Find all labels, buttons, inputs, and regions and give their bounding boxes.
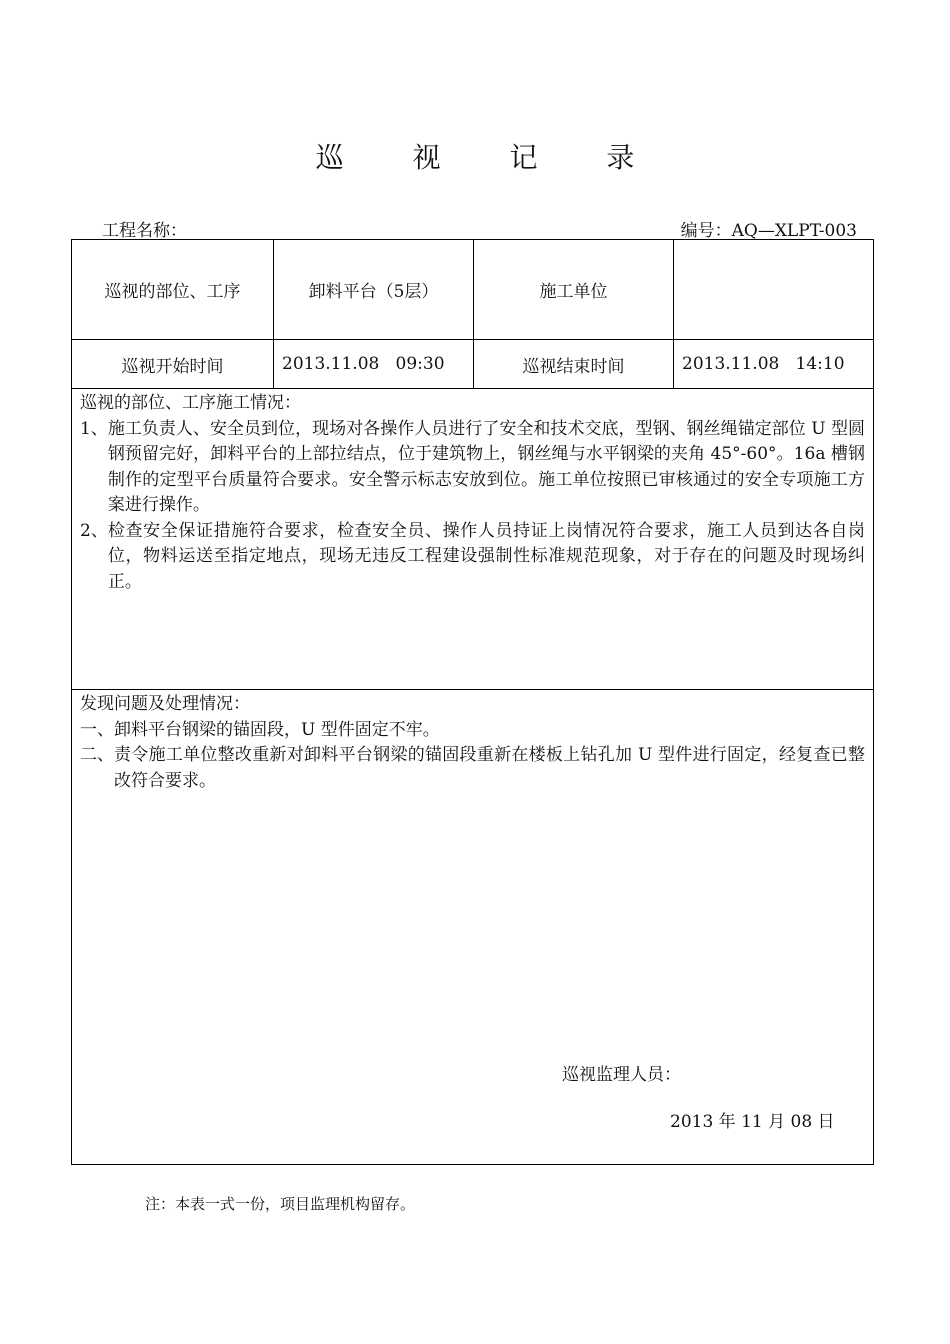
form-row-part xyxy=(72,240,873,340)
list-item-text: 施工负责人、安全员到位，现场对各操作人员进行了安全和技术交底，型钢、钢丝绳锚定部位 U 型圆钢预留完好，卸料平台的上部拉结点，位于建筑物上，钢丝绳与水平钢梁的夹角 45°-60°。16a 槽钢制作的定型平台质量符合要求。安全警示标志安放到位。施工单位按照已审核通过的安全专项施工方案进行操作。 xyxy=(107,418,865,515)
end-time-value xyxy=(674,340,873,388)
part-label: 巡视的部位、工序 xyxy=(72,240,274,339)
list-item-text: 责令施工单位整改重新对卸料平台钢梁的锚固段重新在楼板上钻孔加 U 型件进行固定，经复查已整改符合要求。 xyxy=(114,745,865,791)
list-item-text: 检查安全保证措施符合要求，检查安全员、操作人员持证上岗情况符合要求，施工人员到达各自岗位，物料运送至指定地点，现场无违反工程建设强制性标准规范现象，对于存在的问题及时现场纠正。 xyxy=(107,520,865,592)
list-item xyxy=(80,519,865,596)
signature-date: 2013 年 11 月 08 日 xyxy=(670,1112,835,1132)
list-item-number: 二、 xyxy=(80,745,114,765)
construction-unit-label: 施工单位 xyxy=(474,240,674,339)
start-time-value xyxy=(274,340,474,388)
start-time-label: 巡视开始时间 xyxy=(72,340,274,388)
list-item xyxy=(80,743,865,794)
inspection-form xyxy=(71,239,874,1165)
document-number: 编号：AQ—XLPT-003 xyxy=(680,221,857,241)
start-time-text: 2013.11.08 09:30 xyxy=(282,354,445,374)
project-name-label: 工程名称： xyxy=(102,221,187,241)
situation-heading: 巡视的部位、工序施工情况： xyxy=(80,393,301,413)
end-time-text: 2013.11.08 14:10 xyxy=(682,354,845,374)
construction-unit-value xyxy=(674,240,873,339)
list-item xyxy=(80,417,865,519)
list-item-number: 2、 xyxy=(80,520,108,541)
part-value: 卸料平台（5层） xyxy=(274,240,474,339)
problems-heading: 发现问题及处理情况： xyxy=(80,694,250,714)
list-item xyxy=(80,718,865,744)
list-item-number: 一、 xyxy=(80,719,114,740)
footer-note: 注：本表一式一份，项目监理机构留存。 xyxy=(145,1195,416,1213)
list-item-text: 卸料平台钢梁的锚固段，U 型件固定不牢。 xyxy=(114,719,440,740)
document-title: 巡 视 记 录 xyxy=(315,141,665,174)
end-time-label: 巡视结束时间 xyxy=(474,340,674,388)
list-item-number: 1、 xyxy=(80,418,108,439)
construction-situation-section xyxy=(72,389,873,690)
form-row-time xyxy=(72,340,873,389)
problems-section xyxy=(72,690,873,1164)
inspector-label: 巡视监理人员： xyxy=(562,1065,681,1085)
